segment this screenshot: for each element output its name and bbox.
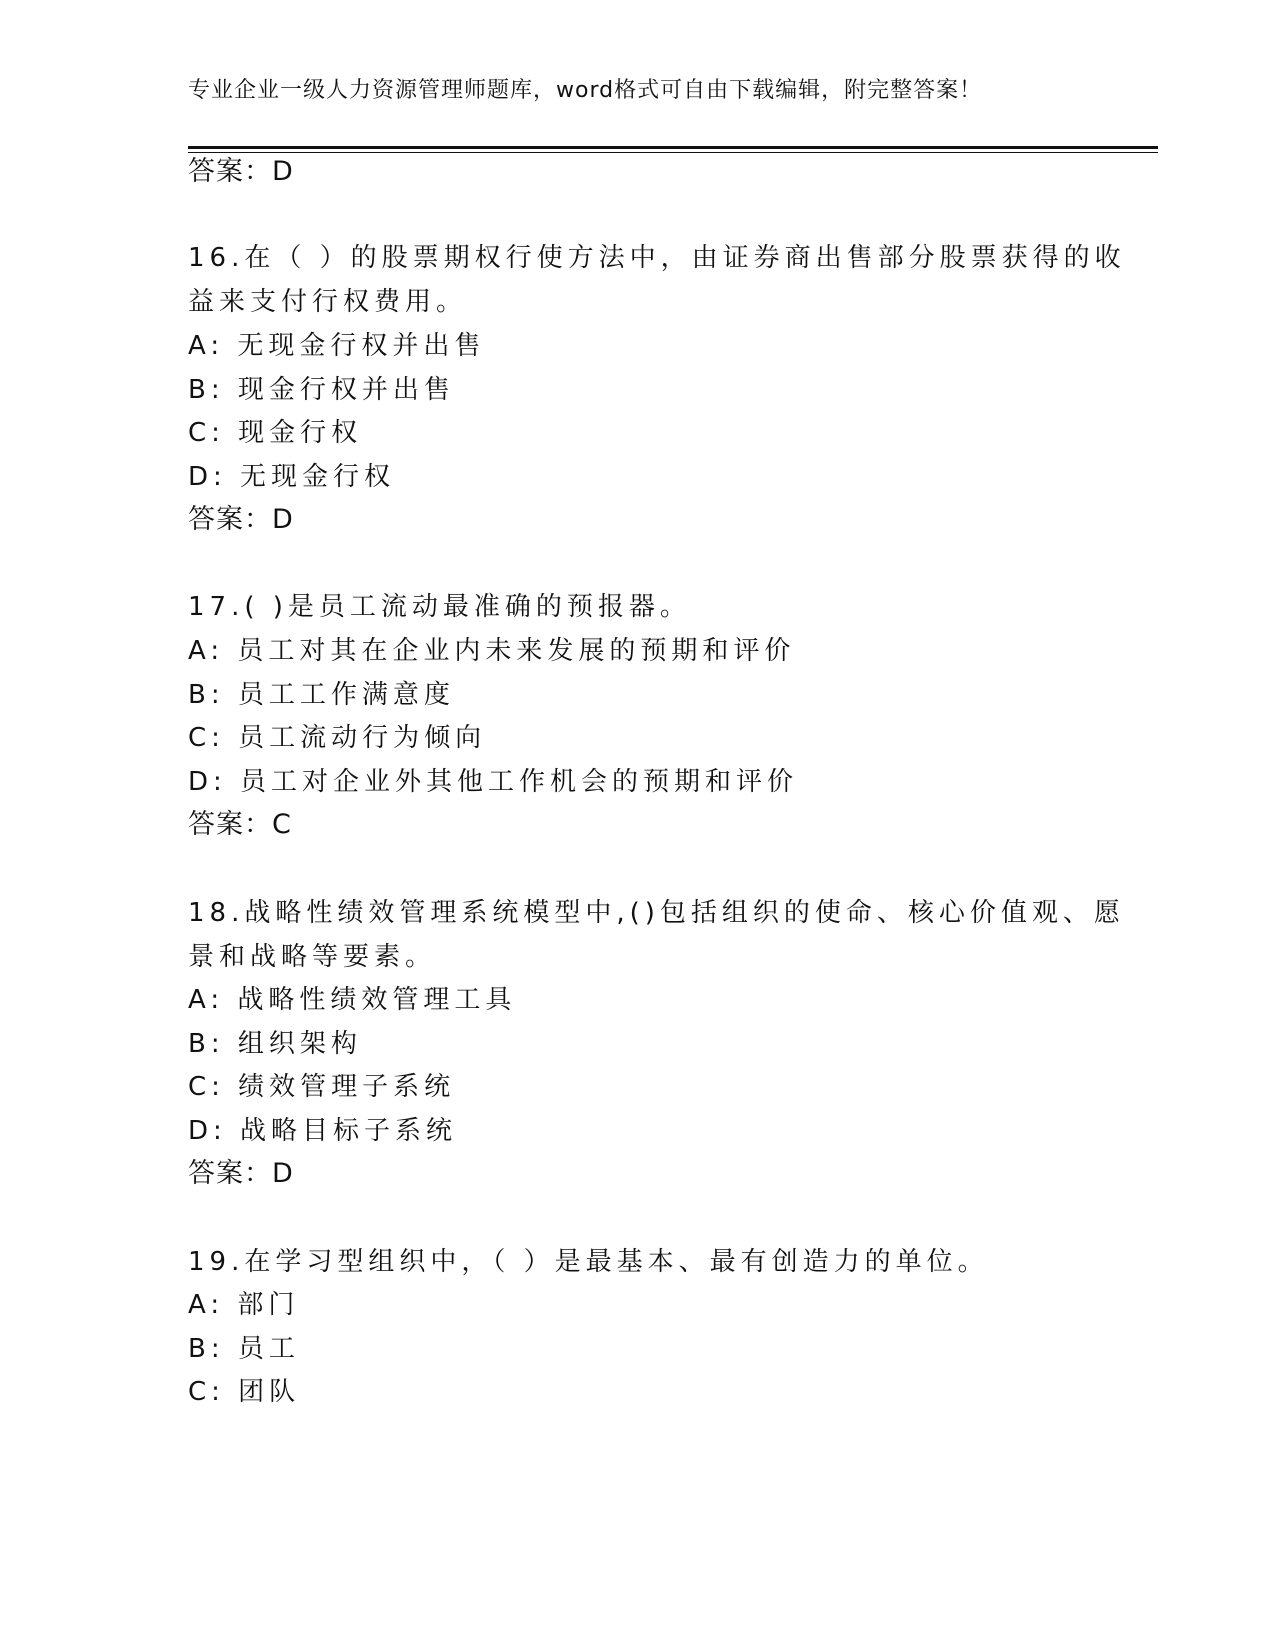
question-19-option-a: A: 部门 xyxy=(188,1290,300,1320)
question-17-option-a: A: 员工对其在企业内未来发展的预期和评价 xyxy=(188,636,796,666)
question-16-stem-line-1: 16.在（ ）的股票期权行使方法中，由证券商出售部分股票获得的收 xyxy=(188,243,1126,273)
question-18-stem-line-2: 景和战略等要素。 xyxy=(188,942,437,972)
question-17-option-c: C: 员工流动行为倾向 xyxy=(188,723,487,753)
question-17-answer: 答案：C xyxy=(188,809,292,840)
question-18-stem-line-1: 18.战略性绩效管理系统模型中,()包括组织的使命、核心价值观、愿 xyxy=(188,898,1125,928)
answer-15: 答案：D xyxy=(188,156,294,187)
page-header: 专业企业一级人力资源管理师题库，word格式可自由下载编辑，附完整答案！ xyxy=(188,78,983,103)
header-rule-thick xyxy=(188,146,1158,149)
question-17-option-d: D: 员工对企业外其他工作机会的预期和评价 xyxy=(188,767,799,797)
header-rule-thin xyxy=(188,152,1158,153)
question-17-stem-line-1: 17.( )是员工流动最准确的预报器。 xyxy=(188,592,691,622)
question-18-option-c: C: 绩效管理子系统 xyxy=(188,1072,456,1102)
question-16-option-d: D: 无现金行权 xyxy=(188,462,396,492)
question-19-option-b: B: 员工 xyxy=(188,1334,300,1364)
question-16-option-b: B: 现金行权并出售 xyxy=(188,375,455,405)
question-16-answer: 答案：D xyxy=(188,504,294,535)
question-18-answer: 答案：D xyxy=(188,1158,294,1189)
question-16-option-c: C: 现金行权 xyxy=(188,418,363,448)
question-16-option-a: A: 无现金行权并出售 xyxy=(188,331,486,361)
question-19-stem-line-1: 19.在学习型组织中，（ ）是最基本、最有创造力的单位。 xyxy=(188,1247,989,1277)
question-18-option-a: A: 战略性绩效管理工具 xyxy=(188,985,517,1015)
question-18-option-d: D: 战略目标子系统 xyxy=(188,1116,458,1146)
question-18-option-b: B: 组织架构 xyxy=(188,1029,362,1059)
question-17-option-b: B: 员工工作满意度 xyxy=(188,680,455,710)
question-19-option-c: C: 团队 xyxy=(188,1377,301,1407)
question-16-stem-line-2: 益来支付行权费用。 xyxy=(188,287,468,317)
